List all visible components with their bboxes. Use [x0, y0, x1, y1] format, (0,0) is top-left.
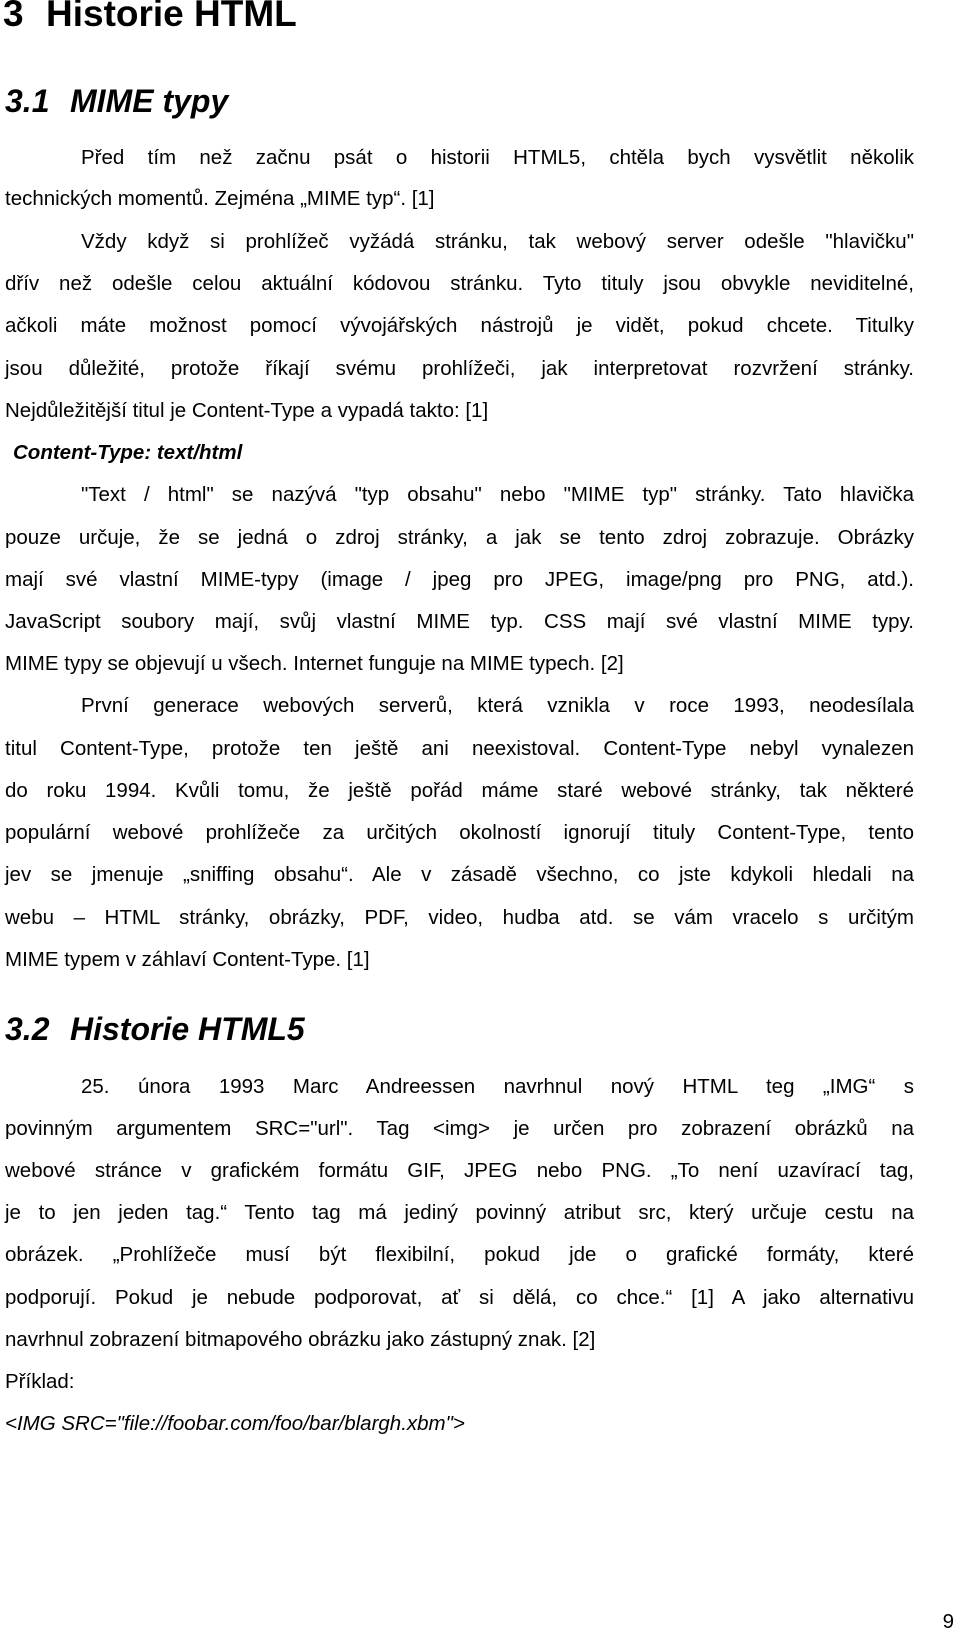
paragraph-line: dřív než odešle celou aktuální kódovou stránku. Tyto tituly jsou obvykle neviditelné,	[5, 272, 914, 295]
page-number: 9	[942, 1610, 954, 1633]
paragraph-line: jev se jmenuje „sniffing obsahu“. Ale v zásadě všechno, co jste kdykoli hledali na	[5, 863, 914, 886]
paragraph-line: technických momentů. Zejména „MIME typ“. [1]	[5, 187, 435, 210]
section-number: 3.2	[5, 1011, 50, 1047]
paragraph-line: podporují. Pokud je nebude podporovat, ať si dělá, co chce.“ [1] A jako alternativu	[5, 1286, 914, 1309]
chapter-heading	[3, 0, 297, 36]
code-example-content-type: Content-Type: text/html	[13, 441, 243, 464]
paragraph-line: MIME typem v záhlaví Content-Type. [1]	[5, 948, 370, 971]
paragraph-line: povinným argumentem SRC="url". Tag <img> je určen pro zobrazení obrázků na	[5, 1117, 914, 1140]
paragraph-line: obrázek. „Prohlížeče musí být flexibilní, pokud jde o grafické formáty, které	[5, 1243, 914, 1266]
paragraph-line: titul Content-Type, protože ten ještě ani neexistoval. Content-Type nebyl vynalezen	[5, 737, 914, 760]
paragraph-line: pouze určuje, že se jedná o zdroj stránky, a jak se tento zdroj zobrazuje. Obrázky	[5, 526, 914, 549]
section-title: MIME typy	[70, 83, 229, 119]
paragraph-line: webové stránce v grafickém formátu GIF, JPEG nebo PNG. „To není uzavírací tag,	[5, 1159, 914, 1182]
paragraph-line: do roku 1994. Kvůli tomu, že ještě pořád máme staré webové stránky, tak některé	[5, 779, 914, 802]
section-title: Historie HTML5	[70, 1011, 305, 1047]
code-example-img-tag: <IMG SRC="file://foobar.com/foo/bar/blargh.xbm">	[5, 1412, 465, 1435]
paragraph-line: navrhnul zobrazení bitmapového obrázku jako zástupný znak. [2]	[5, 1328, 596, 1351]
section-number: 3.1	[5, 83, 50, 119]
paragraph-line: Vždy když si prohlížeč vyžádá stránku, tak webový server odešle "hlavičku"	[81, 230, 914, 253]
paragraph-line: populární webové prohlížeče za určitých okolností ignorují tituly Content-Type, tento	[5, 821, 914, 844]
paragraph-line: je to jen jeden tag.“ Tento tag má jediný povinný atribut src, který určuje cestu na	[5, 1201, 914, 1224]
paragraph-line: 25. února 1993 Marc Andreessen navrhnul nový HTML teg „IMG“ s	[81, 1075, 914, 1098]
chapter-number: 3	[3, 0, 24, 34]
section-heading-mime	[5, 82, 228, 120]
example-label: Příklad:	[5, 1370, 75, 1393]
section-heading-html5	[5, 1010, 305, 1048]
paragraph-line: jsou důležité, protože říkají svému prohlížeči, jak interpretovat rozvržení stránky.	[5, 357, 914, 380]
paragraph-line: mají své vlastní MIME-typy (image / jpeg pro JPEG, image/png pro PNG, atd.).	[5, 568, 914, 591]
paragraph-line: První generace webových serverů, která vznikla v roce 1993, neodesílala	[81, 694, 914, 717]
paragraph-line: ačkoli máte možnost pomocí vývojářských nástrojů je vidět, pokud chcete. Titulky	[5, 314, 914, 337]
paragraph-line: webu – HTML stránky, obrázky, PDF, video, hudba atd. se vám vracelo s určitým	[5, 906, 914, 929]
paragraph-line: MIME typy se objevují u všech. Internet funguje na MIME typech. [2]	[5, 652, 624, 675]
chapter-title: Historie HTML	[46, 0, 297, 34]
paragraph-line: "Text / html" se nazývá "typ obsahu" nebo "MIME typ" stránky. Tato hlavička	[81, 483, 914, 506]
paragraph-line: Před tím než začnu psát o historii HTML5, chtěla bych vysvětlit několik	[81, 146, 914, 169]
paragraph-line: Nejdůležitější titul je Content-Type a vypadá takto: [1]	[5, 399, 489, 422]
paragraph-line: JavaScript soubory mají, svůj vlastní MIME typ. CSS mají své vlastní MIME typy.	[5, 610, 914, 633]
